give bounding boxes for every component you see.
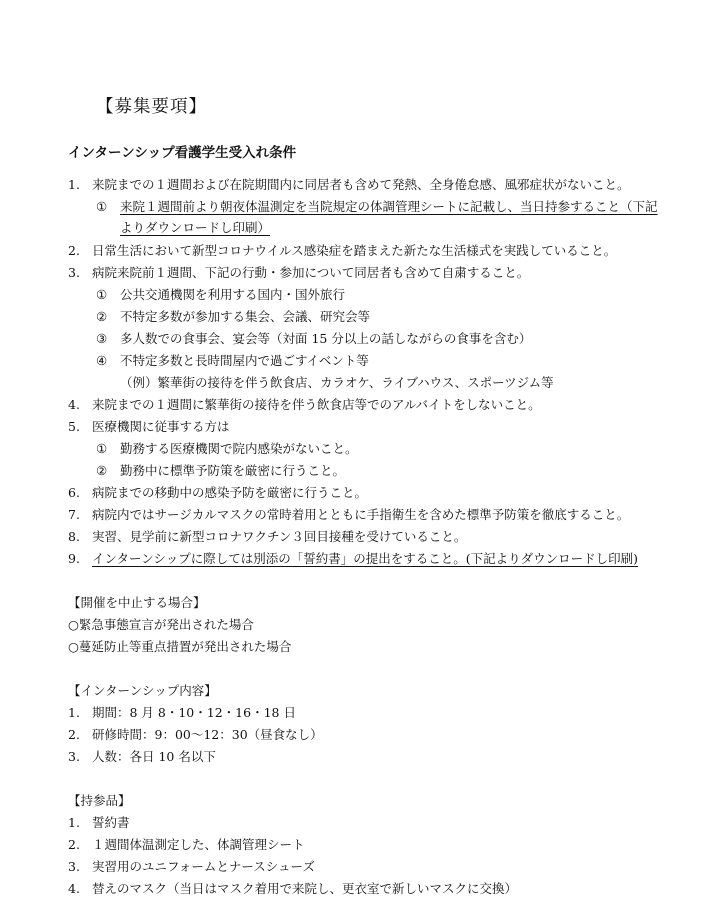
sub-item-mark: ②: [96, 309, 108, 324]
content-number: 3.: [68, 749, 80, 764]
condition-number: 6.: [68, 485, 80, 500]
condition-text: インターンシップに際しては別添の「誓約書」の提出をすること。(下記よりダウンロードし印刷): [92, 551, 638, 566]
sub-item-mark: ①: [96, 441, 108, 456]
sub-item-text: 勤務中に標準予防策を厳密に行うこと。: [120, 463, 346, 478]
belongings-number: 2.: [68, 837, 80, 852]
cancel-item: ○蔓延防止等重点措置が発出された場合: [68, 639, 292, 654]
belongings-text: 替えのマスク（当日はマスク着用で来院し、更衣室で新しいマスクに交換）: [92, 881, 518, 896]
condition-text: 日常生活において新型コロナウイルス感染症を踏まえた新たな生活様式を実践していること。: [92, 243, 617, 258]
belongings-text: 実習用のユニフォームとナースシューズ: [92, 859, 315, 874]
condition-text: 病院内ではサージカルマスクの常時着用とともに手指衛生を含めた標準予防策を徹底すること。: [92, 507, 630, 522]
belongings-number: 1.: [68, 815, 80, 830]
content-text: 期間：8 月 8・10・12・16・18 日: [92, 705, 296, 720]
sub-item-text: 不特定多数が参加する集会、会議、研究会等: [120, 309, 371, 324]
condition-text: 医療機関に従事する方は: [92, 419, 230, 434]
content-number: 1.: [68, 705, 80, 720]
condition-text: 来院までの１週間に繁華街の接待を伴う飲食店等でのアルバイトをしないこと。: [92, 397, 541, 412]
sub-item-text: 公共交通機関を利用する国内・国外旅行: [120, 287, 346, 302]
belongings-text: 誓約書: [92, 815, 130, 830]
content-heading: 【インターンシップ内容】: [68, 683, 217, 698]
sub-item-mark: ④: [96, 353, 108, 368]
cancel-item: ○緊急事態宣言が発出された場合: [68, 617, 254, 632]
condition-number: 1.: [68, 177, 80, 192]
content-number: 2.: [68, 727, 80, 742]
content-text: 研修時間：9：00～12：30（昼食なし）: [92, 727, 323, 742]
condition-number: 5.: [68, 419, 80, 434]
sub-item-mark: ③: [96, 331, 108, 346]
content-text: 人数：各日 10 名以下: [92, 749, 216, 764]
condition-number: 4.: [68, 397, 80, 412]
sub-item-text: 不特定多数と長時間屋内で過ごすイベント等: [120, 353, 369, 368]
belongings-text: １週間体温測定した、体調管理シート: [92, 837, 305, 852]
sub-item-mark: ①: [96, 287, 108, 302]
cancel-heading: 【開催を中止する場合】: [68, 595, 206, 610]
condition-number: 8.: [68, 529, 80, 544]
sub-item-text: 勤務する医療機関で院内感染がないこと。: [120, 441, 358, 456]
page-title: 【募集要項】: [96, 97, 207, 117]
condition-number: 9.: [68, 551, 80, 566]
condition-text: 来院までの１週間および在院期間内に同居者も含めて発熱、全身倦怠感、風邪症状がないこと。: [92, 177, 630, 192]
belongings-heading: 【持参品】: [68, 793, 131, 808]
sub-item-mark: ②: [96, 463, 108, 478]
sub-item-text: 多人数での食事会、宴会等（対面 15 分以上の話しながらの食事を含む）: [120, 331, 532, 346]
example-text: （例）繁華街の接待を伴う飲食店、カラオケ、ライブハウス、スポーツジム等: [120, 375, 554, 390]
condition-number: 2.: [68, 243, 80, 258]
condition-text: 病院までの移動中の感染予防を厳密に行うこと。: [92, 485, 368, 500]
belongings-number: 3.: [68, 859, 80, 874]
condition-text: 病院来院前１週間、下記の行動・参加について同居者も含めて自粛すること。: [92, 265, 530, 280]
condition-number: 7.: [68, 507, 80, 522]
section-subtitle: インターンシップ看護学生受入れ条件: [68, 145, 297, 161]
sub-item-text-continued: よりダウンロードし印刷）: [120, 220, 271, 235]
sub-item-text: 来院１週間前より朝夜体温測定を当院規定の体調管理シートに記載し、当日持参すること（下記: [120, 199, 658, 214]
condition-number: 3.: [68, 265, 80, 280]
condition-text: 実習、見学前に新型コロナワクチン３回目接種を受けていること。: [92, 529, 467, 544]
sub-item-mark: ①: [96, 199, 108, 214]
belongings-number: 4.: [68, 881, 80, 896]
